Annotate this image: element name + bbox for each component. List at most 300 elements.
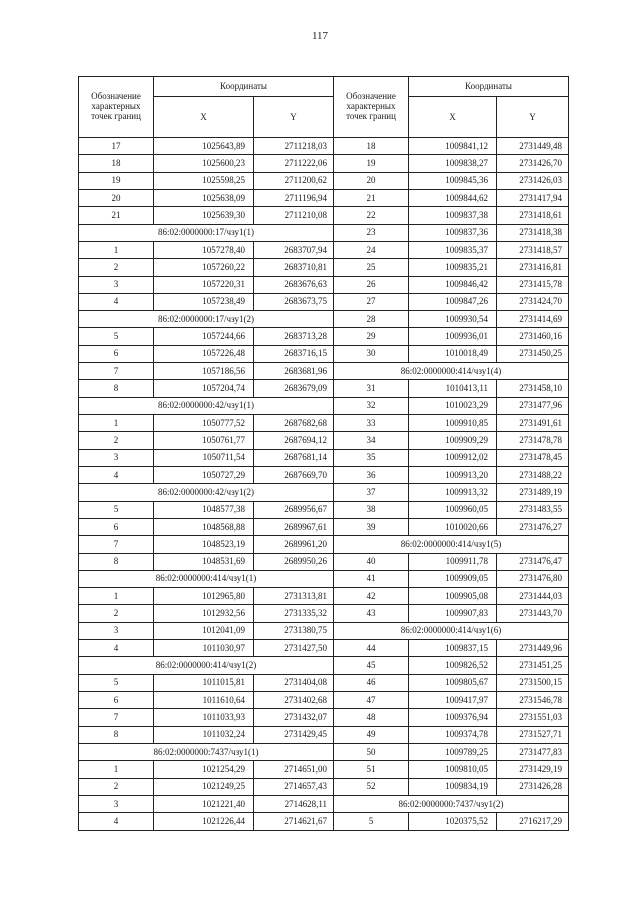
table-row [79, 761, 334, 778]
section-label: 86:02:0000000:42/чзу1(1) [79, 397, 334, 414]
y-coordinate-cell: 2731335,32 [254, 605, 334, 622]
table-row [334, 380, 569, 397]
point-number-cell: 4 [79, 813, 154, 830]
point-number-cell: 36 [334, 466, 409, 483]
point-number-cell: 2 [79, 259, 154, 276]
x-coordinate-cell: 1012932,56 [154, 605, 254, 622]
y-coordinate-cell: 2687694,12 [254, 432, 334, 449]
x-coordinate-cell: 1012965,80 [154, 588, 254, 605]
x-coordinate-cell: 1009376,94 [409, 709, 497, 726]
table-row [79, 259, 334, 276]
section-row [79, 311, 334, 328]
x-coordinate-cell: 1057278,40 [154, 241, 254, 258]
x-coordinate-cell: 1011015,81 [154, 674, 254, 691]
table-row [334, 588, 569, 605]
page-number: 117 [311, 30, 329, 42]
table-row [334, 207, 569, 224]
y-coordinate-cell: 2731477,96 [497, 397, 569, 414]
section-row [334, 363, 569, 380]
section-label: 86:02:0000000:414/чзу1(5) [334, 536, 569, 553]
y-coordinate-cell: 2731416,81 [497, 259, 569, 276]
table-row [79, 363, 334, 380]
x-coordinate-cell: 1057238,49 [154, 293, 254, 310]
x-coordinate-cell: 1009930,54 [409, 311, 497, 328]
point-number-cell: 21 [334, 189, 409, 206]
point-number-cell: 19 [79, 172, 154, 189]
point-number-cell: 8 [79, 553, 154, 570]
y-coordinate-cell: 2731449,96 [497, 640, 569, 657]
y-coordinate-cell: 2683676,63 [254, 276, 334, 293]
x-coordinate-cell: 1009834,19 [409, 778, 497, 795]
table-row [79, 189, 334, 206]
table-row [334, 415, 569, 432]
x-coordinate-cell: 1009374,78 [409, 726, 497, 743]
table-row [334, 518, 569, 535]
point-number-cell: 7 [79, 709, 154, 726]
x-coordinate-cell: 1009913,32 [409, 484, 497, 501]
point-number-cell: 39 [334, 518, 409, 535]
section-label: 86:02:0000000:414/чзу1(4) [334, 363, 569, 380]
point-number-cell: 34 [334, 432, 409, 449]
y-coordinate-cell: 2731451,25 [497, 657, 569, 674]
x-coordinate-cell: 1050761,77 [154, 432, 254, 449]
section-row [79, 224, 334, 241]
y-coordinate-cell: 2731478,78 [497, 432, 569, 449]
y-header: Y [254, 97, 334, 138]
y-coordinate-cell: 2687669,70 [254, 466, 334, 483]
point-number-cell: 50 [334, 743, 409, 760]
x-coordinate-cell: 1009909,05 [409, 570, 497, 587]
point-label-header: Обозначение характерных точек границ [79, 77, 154, 138]
y-coordinate-cell: 2711196,94 [254, 189, 334, 206]
point-number-cell: 7 [79, 363, 154, 380]
point-number-cell: 3 [79, 795, 154, 812]
table-row [79, 640, 334, 657]
x-coordinate-cell: 1009847,26 [409, 293, 497, 310]
point-number-cell: 8 [79, 726, 154, 743]
point-number-cell: 2 [79, 432, 154, 449]
y-coordinate-cell: 2731551,03 [497, 709, 569, 726]
y-coordinate-cell: 2716217,29 [497, 813, 569, 830]
y-coordinate-cell: 2731414,69 [497, 311, 569, 328]
point-number-cell: 1 [79, 241, 154, 258]
table-row [79, 293, 334, 310]
x-coordinate-cell: 1009835,21 [409, 259, 497, 276]
point-number-cell: 37 [334, 484, 409, 501]
y-coordinate-cell: 2731460,16 [497, 328, 569, 345]
x-coordinate-cell: 1009789,25 [409, 743, 497, 760]
y-coordinate-cell: 2731415,78 [497, 276, 569, 293]
y-coordinate-cell: 2683713,28 [254, 328, 334, 345]
right-table-body [334, 138, 569, 831]
x-coordinate-cell: 1009845,36 [409, 172, 497, 189]
section-label: 86:02:0000000:17/чзу1(1) [79, 224, 334, 241]
point-label-header: Обозначение характерных точек границ [334, 77, 409, 138]
y-coordinate-cell: 2731476,47 [497, 553, 569, 570]
section-label: 86:02:0000000:7437/чзу1(1) [79, 743, 334, 760]
point-number-cell: 29 [334, 328, 409, 345]
point-number-cell: 24 [334, 241, 409, 258]
y-coordinate-cell: 2711218,03 [254, 138, 334, 155]
point-number-cell: 32 [334, 397, 409, 414]
x-coordinate-cell: 1009837,36 [409, 224, 497, 241]
y-coordinate-cell: 2683707,94 [254, 241, 334, 258]
y-coordinate-cell: 2731488,22 [497, 466, 569, 483]
x-coordinate-cell: 1009846,42 [409, 276, 497, 293]
x-header: X [409, 97, 497, 138]
y-coordinate-cell: 2683673,75 [254, 293, 334, 310]
y-coordinate-cell: 2731483,55 [497, 501, 569, 518]
point-number-cell: 51 [334, 761, 409, 778]
y-coordinate-cell: 2731527,71 [497, 726, 569, 743]
x-coordinate-cell: 1021254,29 [154, 761, 254, 778]
point-number-cell: 19 [334, 155, 409, 172]
point-number-cell: 4 [79, 293, 154, 310]
x-coordinate-cell: 1009805,67 [409, 674, 497, 691]
x-coordinate-cell: 1009911,78 [409, 553, 497, 570]
point-number-cell: 38 [334, 501, 409, 518]
table-row [334, 293, 569, 310]
table-row [334, 328, 569, 345]
table-row [334, 259, 569, 276]
table-row [79, 501, 334, 518]
point-number-cell: 23 [334, 224, 409, 241]
table-row [334, 674, 569, 691]
x-coordinate-cell: 1048523,19 [154, 536, 254, 553]
coords-header: Координаты [409, 77, 569, 97]
x-coordinate-cell: 1009810,05 [409, 761, 497, 778]
y-coordinate-cell: 2689961,20 [254, 536, 334, 553]
x-coordinate-cell: 1009417,97 [409, 692, 497, 709]
x-coordinate-cell: 1009837,15 [409, 640, 497, 657]
table-row [79, 518, 334, 535]
x-coordinate-cell: 1011610,64 [154, 692, 254, 709]
x-coordinate-cell: 1009835,37 [409, 241, 497, 258]
table-row [334, 726, 569, 743]
table-row [79, 241, 334, 258]
table-row [79, 795, 334, 812]
y-coordinate-cell: 2683716,15 [254, 345, 334, 362]
section-label: 86:02:0000000:17/чзу1(2) [79, 311, 334, 328]
section-row [334, 536, 569, 553]
table-row [334, 778, 569, 795]
point-number-cell: 3 [79, 622, 154, 639]
y-coordinate-cell: 2714621,67 [254, 813, 334, 830]
x-coordinate-cell: 1010018,49 [409, 345, 497, 362]
point-number-cell: 44 [334, 640, 409, 657]
table-row [79, 415, 334, 432]
x-coordinate-cell: 1025643,89 [154, 138, 254, 155]
x-coordinate-cell: 1020375,52 [409, 813, 497, 830]
x-coordinate-cell: 1009841,12 [409, 138, 497, 155]
y-coordinate-cell: 2731426,03 [497, 172, 569, 189]
table-row [79, 432, 334, 449]
point-number-cell: 4 [79, 466, 154, 483]
point-number-cell: 28 [334, 311, 409, 328]
y-coordinate-cell: 2731418,57 [497, 241, 569, 258]
table-row [334, 224, 569, 241]
table-row [79, 276, 334, 293]
x-coordinate-cell: 1048577,38 [154, 501, 254, 518]
x-coordinate-cell: 1009907,83 [409, 605, 497, 622]
point-number-cell: 5 [79, 674, 154, 691]
table-row [79, 138, 334, 155]
x-coordinate-cell: 1025598,25 [154, 172, 254, 189]
table-row [79, 605, 334, 622]
table-row [334, 432, 569, 449]
table-row [334, 449, 569, 466]
point-number-cell: 42 [334, 588, 409, 605]
table-row [334, 570, 569, 587]
table-row [79, 207, 334, 224]
y-coordinate-cell: 2731478,45 [497, 449, 569, 466]
y-coordinate-cell: 2731500,15 [497, 674, 569, 691]
y-coordinate-cell: 2689956,67 [254, 501, 334, 518]
table-row [79, 692, 334, 709]
point-number-cell: 52 [334, 778, 409, 795]
x-coordinate-cell: 1057260,22 [154, 259, 254, 276]
x-coordinate-cell: 1009960,05 [409, 501, 497, 518]
table-row [334, 709, 569, 726]
x-coordinate-cell: 1010413,11 [409, 380, 497, 397]
y-coordinate-cell: 2731424,70 [497, 293, 569, 310]
y-coordinate-cell: 2731426,28 [497, 778, 569, 795]
point-number-cell: 20 [334, 172, 409, 189]
y-coordinate-cell: 2731491,61 [497, 415, 569, 432]
y-coordinate-cell: 2731427,50 [254, 640, 334, 657]
point-number-cell: 35 [334, 449, 409, 466]
x-coordinate-cell: 1057186,56 [154, 363, 254, 380]
x-header: X [154, 97, 254, 138]
x-coordinate-cell: 1010020,66 [409, 518, 497, 535]
x-coordinate-cell: 1048568,88 [154, 518, 254, 535]
coordinates-table-right [333, 76, 569, 831]
y-coordinate-cell: 2731429,45 [254, 726, 334, 743]
y-coordinate-cell: 2711210,08 [254, 207, 334, 224]
x-coordinate-cell: 1050727,29 [154, 466, 254, 483]
point-number-cell: 26 [334, 276, 409, 293]
table-row [79, 155, 334, 172]
point-number-cell: 5 [79, 501, 154, 518]
x-coordinate-cell: 1012041,09 [154, 622, 254, 639]
x-coordinate-cell: 1021249,25 [154, 778, 254, 795]
point-number-cell: 27 [334, 293, 409, 310]
y-coordinate-cell: 2687682,68 [254, 415, 334, 432]
x-coordinate-cell: 1011032,24 [154, 726, 254, 743]
y-coordinate-cell: 2731426,70 [497, 155, 569, 172]
table-row [334, 640, 569, 657]
y-coordinate-cell: 2731313,81 [254, 588, 334, 605]
point-number-cell: 17 [79, 138, 154, 155]
point-number-cell: 6 [79, 518, 154, 535]
table-row [79, 813, 334, 830]
table-row [79, 622, 334, 639]
y-coordinate-cell: 2731476,80 [497, 570, 569, 587]
x-coordinate-cell: 1009912,02 [409, 449, 497, 466]
x-coordinate-cell: 1009838,27 [409, 155, 497, 172]
point-number-cell: 18 [334, 138, 409, 155]
table-row [334, 605, 569, 622]
point-number-cell: 3 [79, 449, 154, 466]
table-row [334, 189, 569, 206]
x-coordinate-cell: 1009909,29 [409, 432, 497, 449]
section-row [334, 795, 569, 812]
section-row [79, 657, 334, 674]
table-row [334, 276, 569, 293]
table-row [334, 241, 569, 258]
x-coordinate-cell: 1057244,66 [154, 328, 254, 345]
table-row [79, 172, 334, 189]
y-coordinate-cell: 2731444,03 [497, 588, 569, 605]
point-number-cell: 5 [334, 813, 409, 830]
y-coordinate-cell: 2731380,75 [254, 622, 334, 639]
y-coordinate-cell: 2714657,43 [254, 778, 334, 795]
x-coordinate-cell: 1011030,97 [154, 640, 254, 657]
point-number-cell: 25 [334, 259, 409, 276]
x-coordinate-cell: 1009936,01 [409, 328, 497, 345]
point-number-cell: 48 [334, 709, 409, 726]
point-number-cell: 5 [79, 328, 154, 345]
x-coordinate-cell: 1025600,23 [154, 155, 254, 172]
coords-header: Координаты [154, 77, 334, 97]
point-number-cell: 21 [79, 207, 154, 224]
x-coordinate-cell: 1010023,29 [409, 397, 497, 414]
table-row [334, 345, 569, 362]
point-number-cell: 6 [79, 692, 154, 709]
y-coordinate-cell: 2731443,70 [497, 605, 569, 622]
table-row [334, 172, 569, 189]
coordinates-table-wrapper [78, 76, 569, 831]
point-number-cell: 1 [79, 761, 154, 778]
point-number-cell: 49 [334, 726, 409, 743]
x-coordinate-cell: 1050711,54 [154, 449, 254, 466]
y-coordinate-cell: 2711200,62 [254, 172, 334, 189]
y-coordinate-cell: 2731404,08 [254, 674, 334, 691]
table-row [334, 813, 569, 830]
y-coordinate-cell: 2731449,48 [497, 138, 569, 155]
table-row [79, 726, 334, 743]
table-row [79, 553, 334, 570]
x-coordinate-cell: 1009837,38 [409, 207, 497, 224]
point-number-cell: 2 [79, 605, 154, 622]
point-number-cell: 7 [79, 536, 154, 553]
section-row [79, 743, 334, 760]
y-coordinate-cell: 2731418,38 [497, 224, 569, 241]
point-number-cell: 18 [79, 155, 154, 172]
y-coordinate-cell: 2687681,14 [254, 449, 334, 466]
x-coordinate-cell: 1009913,20 [409, 466, 497, 483]
point-number-cell: 4 [79, 640, 154, 657]
y-coordinate-cell: 2683681,96 [254, 363, 334, 380]
y-coordinate-cell: 2731546,78 [497, 692, 569, 709]
x-coordinate-cell: 1009905,08 [409, 588, 497, 605]
x-coordinate-cell: 1025638,09 [154, 189, 254, 206]
y-coordinate-cell: 2683710,81 [254, 259, 334, 276]
table-row [79, 466, 334, 483]
y-coordinate-cell: 2689950,26 [254, 553, 334, 570]
point-number-cell: 33 [334, 415, 409, 432]
y-coordinate-cell: 2731402,68 [254, 692, 334, 709]
x-coordinate-cell: 1025639,30 [154, 207, 254, 224]
x-coordinate-cell: 1009910,85 [409, 415, 497, 432]
table-row [79, 778, 334, 795]
x-coordinate-cell: 1050777,52 [154, 415, 254, 432]
table-row [334, 692, 569, 709]
point-number-cell: 41 [334, 570, 409, 587]
section-label: 86:02:0000000:414/чзу1(2) [79, 657, 334, 674]
section-label: 86:02:0000000:414/чзу1(1) [79, 570, 334, 587]
table-row [334, 397, 569, 414]
coordinates-table-left [78, 76, 334, 831]
y-coordinate-cell: 2683679,09 [254, 380, 334, 397]
point-number-cell: 2 [79, 778, 154, 795]
section-label: 86:02:0000000:7437/чзу1(2) [334, 795, 569, 812]
y-coordinate-cell: 2731489,19 [497, 484, 569, 501]
y-coordinate-cell: 2731476,27 [497, 518, 569, 535]
table-row [79, 380, 334, 397]
y-coordinate-cell: 2731458,10 [497, 380, 569, 397]
y-coordinate-cell: 2714628,11 [254, 795, 334, 812]
y-header: Y [497, 97, 569, 138]
x-coordinate-cell: 1009844,62 [409, 189, 497, 206]
point-number-cell: 47 [334, 692, 409, 709]
x-coordinate-cell: 1057204,74 [154, 380, 254, 397]
x-coordinate-cell: 1009826,52 [409, 657, 497, 674]
point-number-cell: 8 [79, 380, 154, 397]
table-row [334, 743, 569, 760]
point-number-cell: 31 [334, 380, 409, 397]
y-coordinate-cell: 2731477,83 [497, 743, 569, 760]
table-row [79, 536, 334, 553]
point-number-cell: 22 [334, 207, 409, 224]
table-row [334, 657, 569, 674]
table-row [79, 449, 334, 466]
y-coordinate-cell: 2731450,25 [497, 345, 569, 362]
x-coordinate-cell: 1057226,48 [154, 345, 254, 362]
table-row [79, 709, 334, 726]
y-coordinate-cell: 2731417,94 [497, 189, 569, 206]
table-row [334, 155, 569, 172]
section-label: 86:02:0000000:414/чзу1(6) [334, 622, 569, 639]
point-number-cell: 1 [79, 588, 154, 605]
table-row [334, 138, 569, 155]
section-row [79, 484, 334, 501]
point-number-cell: 46 [334, 674, 409, 691]
section-row [79, 397, 334, 414]
table-row [334, 553, 569, 570]
point-number-cell: 1 [79, 415, 154, 432]
point-number-cell: 40 [334, 553, 409, 570]
x-coordinate-cell: 1048531,69 [154, 553, 254, 570]
table-row [79, 588, 334, 605]
point-number-cell: 30 [334, 345, 409, 362]
y-coordinate-cell: 2689967,61 [254, 518, 334, 535]
table-row [334, 484, 569, 501]
table-row [334, 466, 569, 483]
table-row [334, 501, 569, 518]
point-number-cell: 43 [334, 605, 409, 622]
x-coordinate-cell: 1021226,44 [154, 813, 254, 830]
table-row [334, 311, 569, 328]
table-row [334, 761, 569, 778]
table-row [79, 345, 334, 362]
point-number-cell: 20 [79, 189, 154, 206]
x-coordinate-cell: 1057220,31 [154, 276, 254, 293]
y-coordinate-cell: 2714651,00 [254, 761, 334, 778]
table-row [79, 328, 334, 345]
section-row [79, 570, 334, 587]
point-number-cell: 45 [334, 657, 409, 674]
